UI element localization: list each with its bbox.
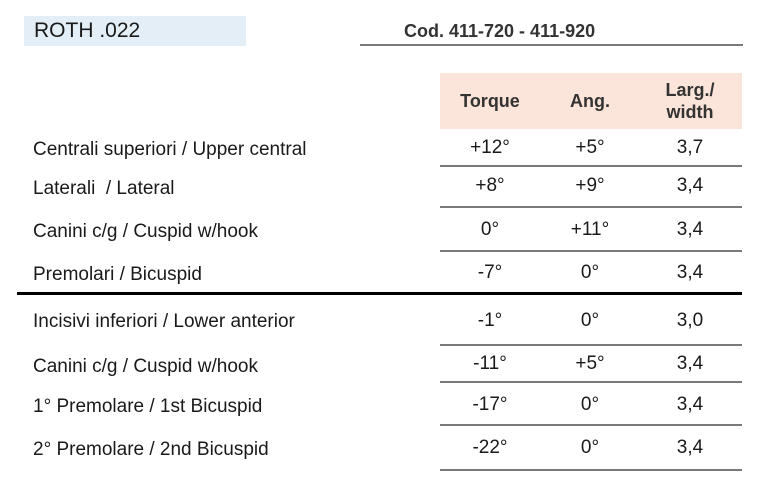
cell-angulation: 0° [580,310,600,331]
cell-width: 3,4 [676,175,704,196]
cell-angulation: +5° [575,137,605,158]
cell-angulation: +5° [575,353,605,374]
row-divider [440,250,742,252]
cell-width: 3,0 [676,310,704,331]
cell-torque: -1° [477,310,503,331]
row-divider [440,165,742,167]
cell-torque: +8° [475,175,505,196]
cell-torque: -11° [473,353,507,374]
cell-width: 3,4 [676,353,704,374]
product-code: Cod. 411-720 - 411-920 [360,18,743,46]
cell-torque: 0° [480,219,500,240]
upper-lower-divider [17,292,742,295]
row-label: Incisivi inferiori / Lower anterior [33,311,295,332]
header-width-line2: width [666,102,714,122]
cell-angulation: +11° [570,219,610,240]
row-label: Centrali superiori / Upper central [33,139,307,160]
cell-torque: +12° [470,137,510,158]
row-label: 1° Premolare / 1st Bicuspid [33,396,263,417]
cell-angulation: 0° [580,262,600,283]
row-divider [440,424,742,426]
row-divider [440,381,742,383]
header-width [640,73,740,129]
cell-angulation: 0° [580,437,600,458]
row-label: 2° Premolare / 2nd Bicuspid [33,439,269,460]
cell-angulation: +9° [575,175,605,196]
cell-width: 3,4 [676,219,704,240]
cell-width: 3,4 [676,437,704,458]
row-divider [440,344,742,346]
row-label: Canini c/g / Cuspid w/hook [33,356,258,377]
cell-width: 3,7 [676,137,704,158]
cell-torque: -17° [472,394,508,415]
row-label: Canini c/g / Cuspid w/hook [33,221,258,242]
cell-width: 3,4 [676,262,704,283]
cell-angulation: 0° [580,394,600,415]
row-label: Laterali / Lateral [33,178,175,199]
header-torque: Torque [460,91,520,111]
row-label: Premolari / Bicuspid [33,264,202,285]
row-divider [440,206,742,208]
page-title: ROTH .022 [24,16,246,46]
row-divider [440,469,742,471]
header-width-line1: Larg./ [665,80,715,100]
cell-width: 3,4 [676,394,704,415]
header-angulation: Ang. [570,91,610,111]
cell-torque: -22° [472,437,508,458]
cell-torque: -7° [477,262,503,283]
